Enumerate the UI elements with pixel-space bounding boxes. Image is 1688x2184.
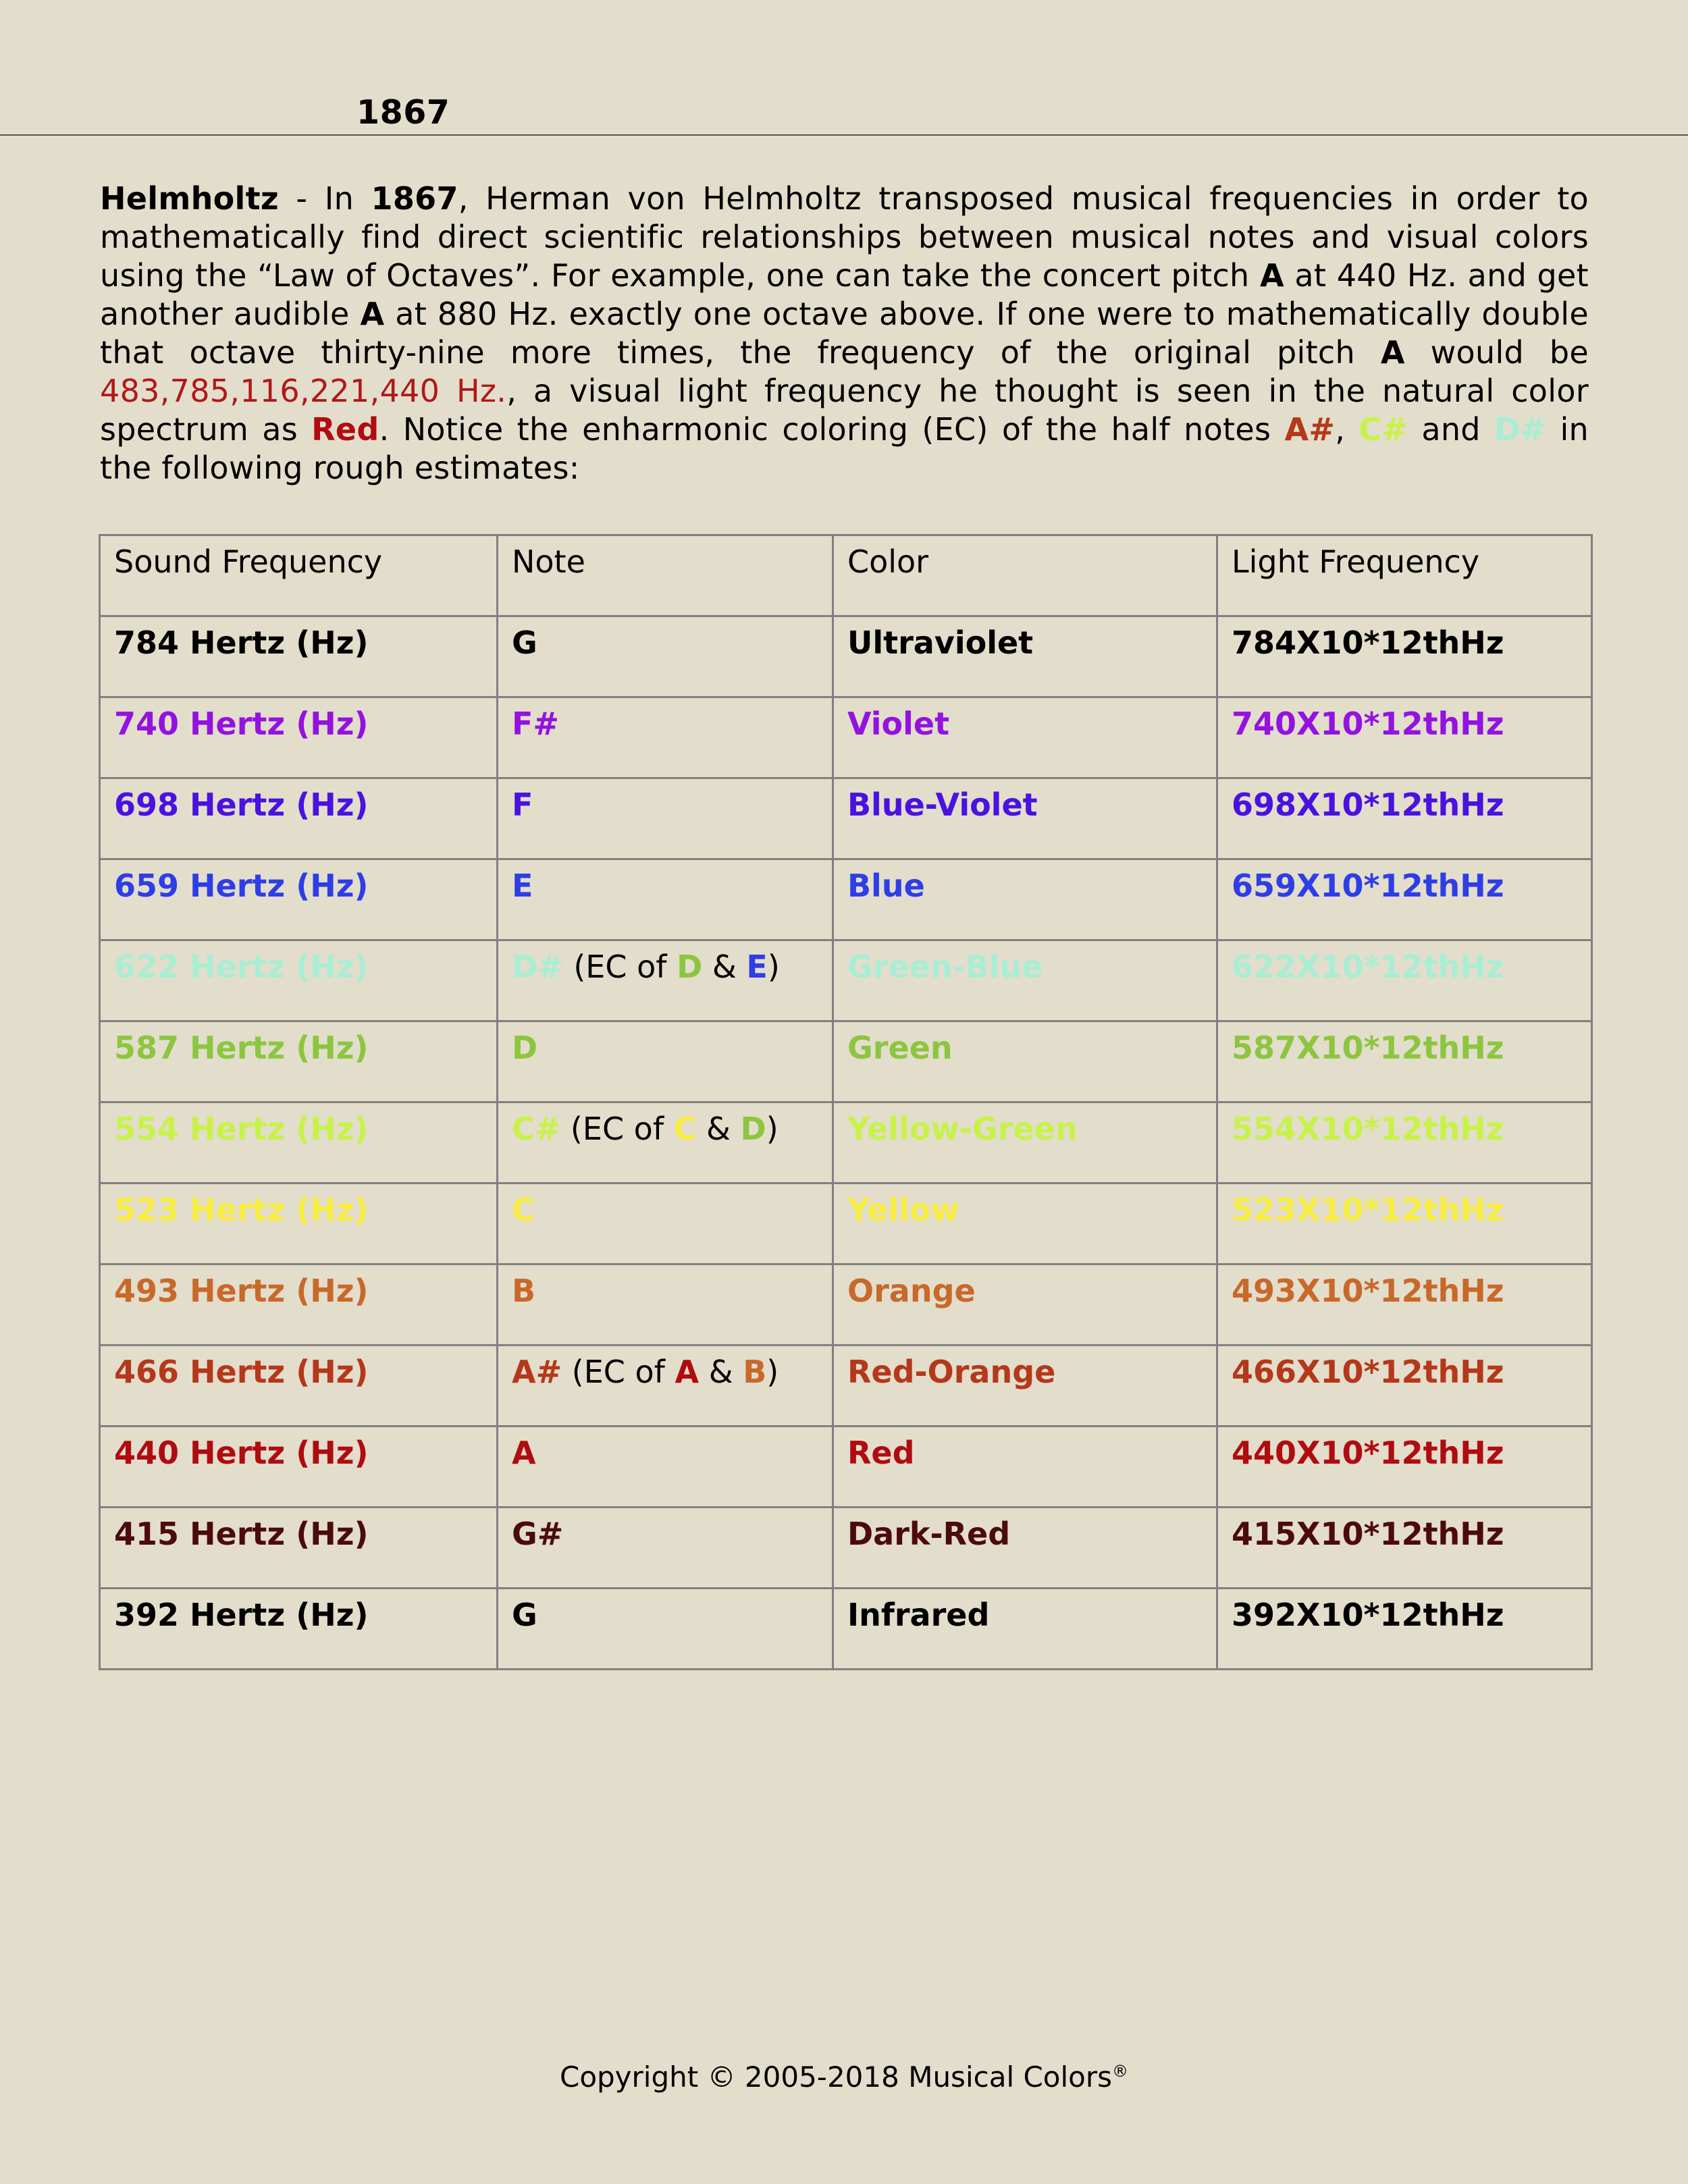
sound-frequency-text: 622 Hertz (Hz) (114, 949, 369, 985)
table-row (100, 1427, 1592, 1508)
light-frequency-text: 784X10*12thHz (1232, 624, 1504, 661)
intro-year: 1867 (371, 180, 458, 217)
note-cell (498, 1021, 833, 1102)
intro-text: and (1408, 411, 1494, 448)
sound-frequency-cell (100, 778, 498, 859)
color-text: Yellow (847, 1192, 959, 1228)
sound-frequency-text: 659 Hertz (Hz) (114, 868, 369, 904)
sound-frequency-cell (100, 616, 498, 697)
light-frequency-text: 466X10*12thHz (1232, 1354, 1504, 1390)
color-cell (833, 778, 1217, 859)
note-cell (498, 859, 833, 940)
sound-frequency-cell (100, 1183, 498, 1264)
light-frequency-cell (1217, 1508, 1592, 1589)
color-text: Red (847, 1435, 915, 1471)
sound-frequency-cell (100, 859, 498, 940)
ec-text: & (702, 949, 747, 985)
table-row (100, 940, 1592, 1021)
note-text: A (512, 1435, 536, 1471)
light-frequency-cell (1217, 778, 1592, 859)
red-word: Red (311, 411, 379, 448)
note-cell (498, 1427, 833, 1508)
light-frequency-cell (1217, 1102, 1592, 1183)
light-frequency-cell (1217, 1346, 1592, 1427)
light-frequency-text: 659X10*12thHz (1232, 868, 1504, 904)
c-sharp-label: C# (1359, 411, 1408, 448)
table-row (100, 1346, 1592, 1427)
note-cell (498, 1264, 833, 1346)
light-frequency-text: 440X10*12thHz (1232, 1435, 1504, 1471)
sound-frequency-cell (100, 697, 498, 778)
note-a: A (360, 296, 385, 332)
helmholtz-name: Helmholtz (100, 180, 279, 217)
note-cell (498, 1589, 833, 1670)
sound-frequency-text: 784 Hertz (Hz) (114, 624, 369, 661)
sound-frequency-cell (100, 1508, 498, 1589)
light-frequency-text: 554X10*12thHz (1232, 1111, 1504, 1147)
intro-text: , Herman von Helmholtz transposed musical frequencies in order to mathematically find direct scientific relationships between musical notes and visual colors using the “Law of Octaves”. For example, one can take the concert pitch (100, 180, 1589, 294)
color-cell (833, 1427, 1217, 1508)
sound-frequency-cell (100, 940, 498, 1021)
light-frequency-cell (1217, 1427, 1592, 1508)
sound-frequency-text: 698 Hertz (Hz) (114, 787, 369, 823)
light-frequency-cell (1217, 697, 1592, 778)
header-sound-frequency: Sound Frequency (100, 535, 498, 616)
ec-text: ) (766, 1354, 779, 1390)
table-row (100, 1183, 1592, 1264)
note-text: F# (512, 705, 559, 742)
intro-text: , (1335, 411, 1359, 448)
intro-text: would be (1404, 334, 1589, 371)
intro-text: . Notice the enharmonic coloring (EC) of the half notes (379, 411, 1285, 448)
note-a: A (1380, 334, 1405, 371)
light-frequency-cell (1217, 859, 1592, 940)
table-row (100, 1264, 1592, 1346)
intro-paragraph (100, 180, 1589, 487)
color-text: Orange (847, 1273, 976, 1309)
light-frequency-cell (1217, 1183, 1592, 1264)
ec-note: E (746, 949, 768, 985)
note-text: A# (512, 1354, 562, 1390)
table-body (100, 616, 1592, 1670)
note-cell (498, 1183, 833, 1264)
intro-text: , a visual light frequency he thought is seen in the natural color spectrum as (100, 373, 1589, 448)
sound-frequency-cell (100, 1264, 498, 1346)
color-text: Ultraviolet (847, 624, 1034, 661)
color-cell (833, 1021, 1217, 1102)
table-row (100, 778, 1592, 859)
color-text: Green (847, 1030, 953, 1066)
sound-frequency-text: 523 Hertz (Hz) (114, 1192, 369, 1228)
color-text: Red-Orange (847, 1354, 1056, 1390)
intro-text: at 880 Hz. exactly one octave above. If one were to mathematically double that octave thirty-nine more times, the frequency of the original pitch (100, 296, 1589, 371)
intro-text: at 440 Hz. and get another audible (100, 257, 1589, 332)
light-frequency-text: 392X10*12thHz (1232, 1597, 1504, 1633)
ec-text: & (699, 1354, 743, 1390)
a-sharp-label: A# (1284, 411, 1336, 448)
table-row (100, 859, 1592, 940)
sound-frequency-text: 493 Hertz (Hz) (114, 1273, 369, 1309)
light-frequency-text: 622X10*12thHz (1232, 949, 1504, 985)
color-cell (833, 1589, 1217, 1670)
note-cell (498, 1102, 833, 1183)
color-cell (833, 616, 1217, 697)
header-light-frequency: Light Frequency (1217, 535, 1592, 616)
light-frequency-cell (1217, 1264, 1592, 1346)
color-cell (833, 859, 1217, 940)
note-cell (498, 1346, 833, 1427)
sound-frequency-text: 587 Hertz (Hz) (114, 1030, 369, 1066)
color-text: Blue-Violet (847, 787, 1038, 823)
light-frequency-cell (1217, 616, 1592, 697)
ec-text: & (696, 1111, 741, 1147)
table-row (100, 1508, 1592, 1589)
ec-text: (EC of (562, 1354, 675, 1390)
ec-note: D (740, 1111, 766, 1147)
table-row (100, 1102, 1592, 1183)
light-frequency-value: 483,785,116,221,440 Hz. (100, 373, 507, 409)
light-frequency-cell (1217, 1589, 1592, 1670)
color-text: Dark-Red (847, 1516, 1011, 1552)
color-text: Blue (847, 868, 925, 904)
note-text: G (512, 624, 537, 661)
color-cell (833, 940, 1217, 1021)
light-frequency-text: 493X10*12thHz (1232, 1273, 1504, 1309)
table-header-row (100, 535, 1592, 616)
sound-frequency-cell (100, 1589, 498, 1670)
note-text: B (512, 1273, 536, 1309)
note-cell (498, 697, 833, 778)
color-text: Violet (847, 705, 950, 742)
sound-frequency-text: 740 Hertz (Hz) (114, 705, 369, 742)
ec-text: ) (767, 949, 780, 985)
light-frequency-cell (1217, 940, 1592, 1021)
note-text: F (512, 787, 533, 823)
d-sharp-label: D# (1494, 411, 1547, 448)
sound-frequency-cell (100, 1427, 498, 1508)
light-frequency-text: 587X10*12thHz (1232, 1030, 1504, 1066)
note-text: C (512, 1192, 535, 1228)
table-row (100, 697, 1592, 778)
light-frequency-text: 740X10*12thHz (1232, 705, 1504, 742)
sound-frequency-text: 440 Hertz (Hz) (114, 1435, 369, 1471)
color-text: Infrared (847, 1597, 990, 1633)
ec-note: C (673, 1111, 697, 1147)
copyright-footer (0, 2060, 1688, 2094)
sound-frequency-text: 466 Hertz (Hz) (114, 1354, 369, 1390)
color-cell (833, 1346, 1217, 1427)
ec-text: (EC of (560, 1111, 674, 1147)
note-text: D# (512, 949, 564, 985)
note-cell (498, 778, 833, 859)
year-heading: 1867 (357, 93, 450, 132)
sound-frequency-cell (100, 1021, 498, 1102)
color-cell (833, 1102, 1217, 1183)
note-cell (498, 940, 833, 1021)
intro-text: - In (278, 180, 371, 217)
sound-frequency-cell (100, 1346, 498, 1427)
sound-frequency-text: 392 Hertz (Hz) (114, 1597, 369, 1633)
light-frequency-text: 415X10*12thHz (1232, 1516, 1504, 1552)
table-row (100, 616, 1592, 697)
frequency-table (99, 534, 1593, 1670)
ec-text: (EC of (563, 949, 677, 985)
note-text: C# (512, 1111, 561, 1147)
ec-text: ) (766, 1111, 779, 1147)
color-cell (833, 1264, 1217, 1346)
ec-note: A (675, 1354, 700, 1390)
color-cell (833, 1508, 1217, 1589)
note-text: G# (512, 1516, 564, 1552)
sound-frequency-text: 554 Hertz (Hz) (114, 1111, 369, 1147)
light-frequency-cell (1217, 1021, 1592, 1102)
sound-frequency-cell (100, 1102, 498, 1183)
light-frequency-text: 698X10*12thHz (1232, 787, 1504, 823)
header-divider (0, 134, 1688, 136)
color-text: Green-Blue (847, 949, 1043, 985)
note-text: G (512, 1597, 537, 1633)
intro-text: in the following rough estimates: (100, 411, 1589, 486)
header-note: Note (498, 535, 833, 616)
color-cell (833, 697, 1217, 778)
ec-note: D (677, 949, 703, 985)
note-a: A (1259, 257, 1284, 294)
copyright-text: Copyright © 2005-2018 Musical Colors (560, 2060, 1112, 2094)
header-color: Color (833, 535, 1217, 616)
table-row (100, 1589, 1592, 1670)
registered-mark: ® (1112, 2062, 1128, 2081)
color-text: Yellow-Green (847, 1111, 1078, 1147)
note-cell (498, 1508, 833, 1589)
sound-frequency-text: 415 Hertz (Hz) (114, 1516, 369, 1552)
table-row (100, 1021, 1592, 1102)
note-cell (498, 616, 833, 697)
note-text: E (512, 868, 533, 904)
color-cell (833, 1183, 1217, 1264)
light-frequency-text: 523X10*12thHz (1232, 1192, 1504, 1228)
ec-note: B (743, 1354, 767, 1390)
note-text: D (512, 1030, 538, 1066)
